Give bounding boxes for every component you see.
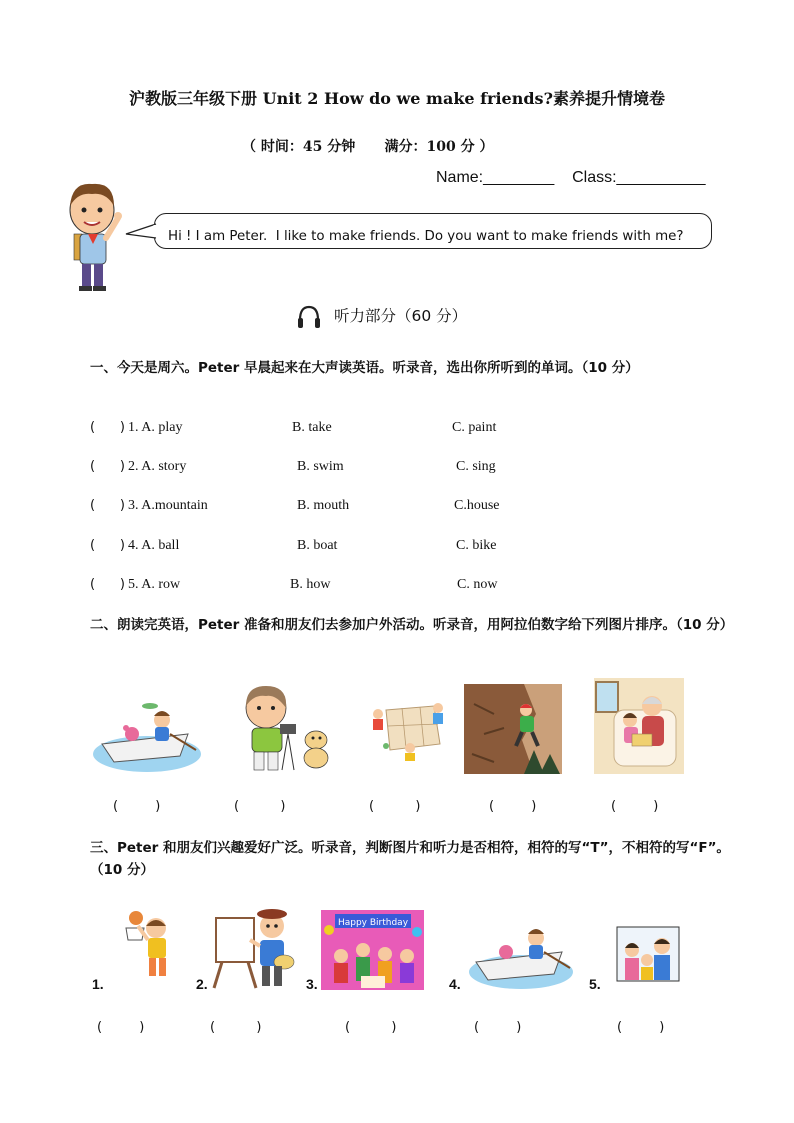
grandma-reading-picture <box>594 678 684 774</box>
birthday-party-picture <box>321 910 424 990</box>
tf-blank[interactable]: ( ) <box>210 1020 262 1035</box>
tf-blank[interactable]: ( ) <box>474 1020 522 1035</box>
speech-text: Hi ! I am Peter. I like to make friends. Do you want to make friends with me? <box>168 229 684 244</box>
order-blank[interactable]: ( ) <box>113 799 161 814</box>
option-a: 5. A. row <box>128 577 181 592</box>
option-c: C. bike <box>456 538 497 553</box>
option-c: C. paint <box>452 420 497 435</box>
option-a: 2. A. story <box>128 459 187 474</box>
order-blank[interactable]: ( ) <box>611 799 659 814</box>
page-title: 沪教版三年级下册 Unit 2 How do we make friends?素养提升情境卷 <box>129 89 665 108</box>
peter-illustration <box>62 178 126 294</box>
puzzle-picture <box>364 696 450 762</box>
option-a: 3. A.mountain <box>128 498 208 513</box>
picture-number: 3. <box>306 976 318 992</box>
tf-blank[interactable]: ( ) <box>617 1020 665 1035</box>
picture-number: 5. <box>589 976 601 992</box>
name-class-line: Name:________ Class:__________ <box>436 169 706 186</box>
boat-picture <box>468 916 574 990</box>
order-blank[interactable]: ( ) <box>369 799 421 814</box>
option-a: 4. A. ball <box>128 538 180 553</box>
boat-picture <box>92 696 202 774</box>
climbing-picture <box>464 684 562 774</box>
option-b: B. boat <box>297 538 338 553</box>
tf-blank[interactable]: ( ) <box>97 1020 145 1035</box>
picture-number: 2. <box>196 976 208 992</box>
answer-blank[interactable]: ( ) <box>90 538 125 553</box>
section1-prompt: 一、今天是周六。Peter 早晨起来在大声读英语。听录音，选出你所听到的单词。（10 分） <box>90 360 639 376</box>
picture-number: 4. <box>449 976 461 992</box>
option-c: C. now <box>457 577 498 592</box>
headphones-icon <box>296 304 322 330</box>
order-blank[interactable]: ( ) <box>489 799 537 814</box>
option-b: B. take <box>292 420 332 435</box>
exam-meta: （ 时间：45 分钟 满分：100 分 ） <box>242 139 494 155</box>
answer-blank[interactable]: ( ) <box>90 459 125 474</box>
speech-bubble-tail <box>124 222 158 244</box>
option-a: 1. A. play <box>128 420 183 435</box>
section3-prompt: 三、Peter 和朋友们兴趣爱好广泛。听录音，判断图片和听力是否相符，相符的写“T”，不相符的写“F”。（10 分） <box>90 840 730 878</box>
option-c: C. sing <box>456 459 496 474</box>
answer-blank[interactable]: ( ) <box>90 420 125 435</box>
basketball-picture <box>118 906 188 986</box>
answer-blank[interactable]: ( ) <box>90 577 125 592</box>
listening-heading: 听力部分（60 分） <box>334 307 468 325</box>
picture-number: 1. <box>92 976 104 992</box>
section2-prompt: 二、朗读完英语，Peter 准备和朋友们去参加户外活动。听录音，用阿拉伯数字给下列图片排序。（10 分） <box>90 617 734 633</box>
family-photo-picture <box>616 926 680 982</box>
option-c: C.house <box>454 498 500 513</box>
order-blank[interactable]: ( ) <box>234 799 286 814</box>
tf-blank[interactable]: ( ) <box>345 1020 397 1035</box>
photographer-picture <box>232 682 338 774</box>
option-b: B. swim <box>297 459 344 474</box>
option-b: B. how <box>290 577 331 592</box>
painting-picture <box>210 904 296 990</box>
answer-blank[interactable]: ( ) <box>90 498 125 513</box>
birthday-banner-text: Happy Birthday <box>337 918 409 928</box>
option-b: B. mouth <box>297 498 350 513</box>
